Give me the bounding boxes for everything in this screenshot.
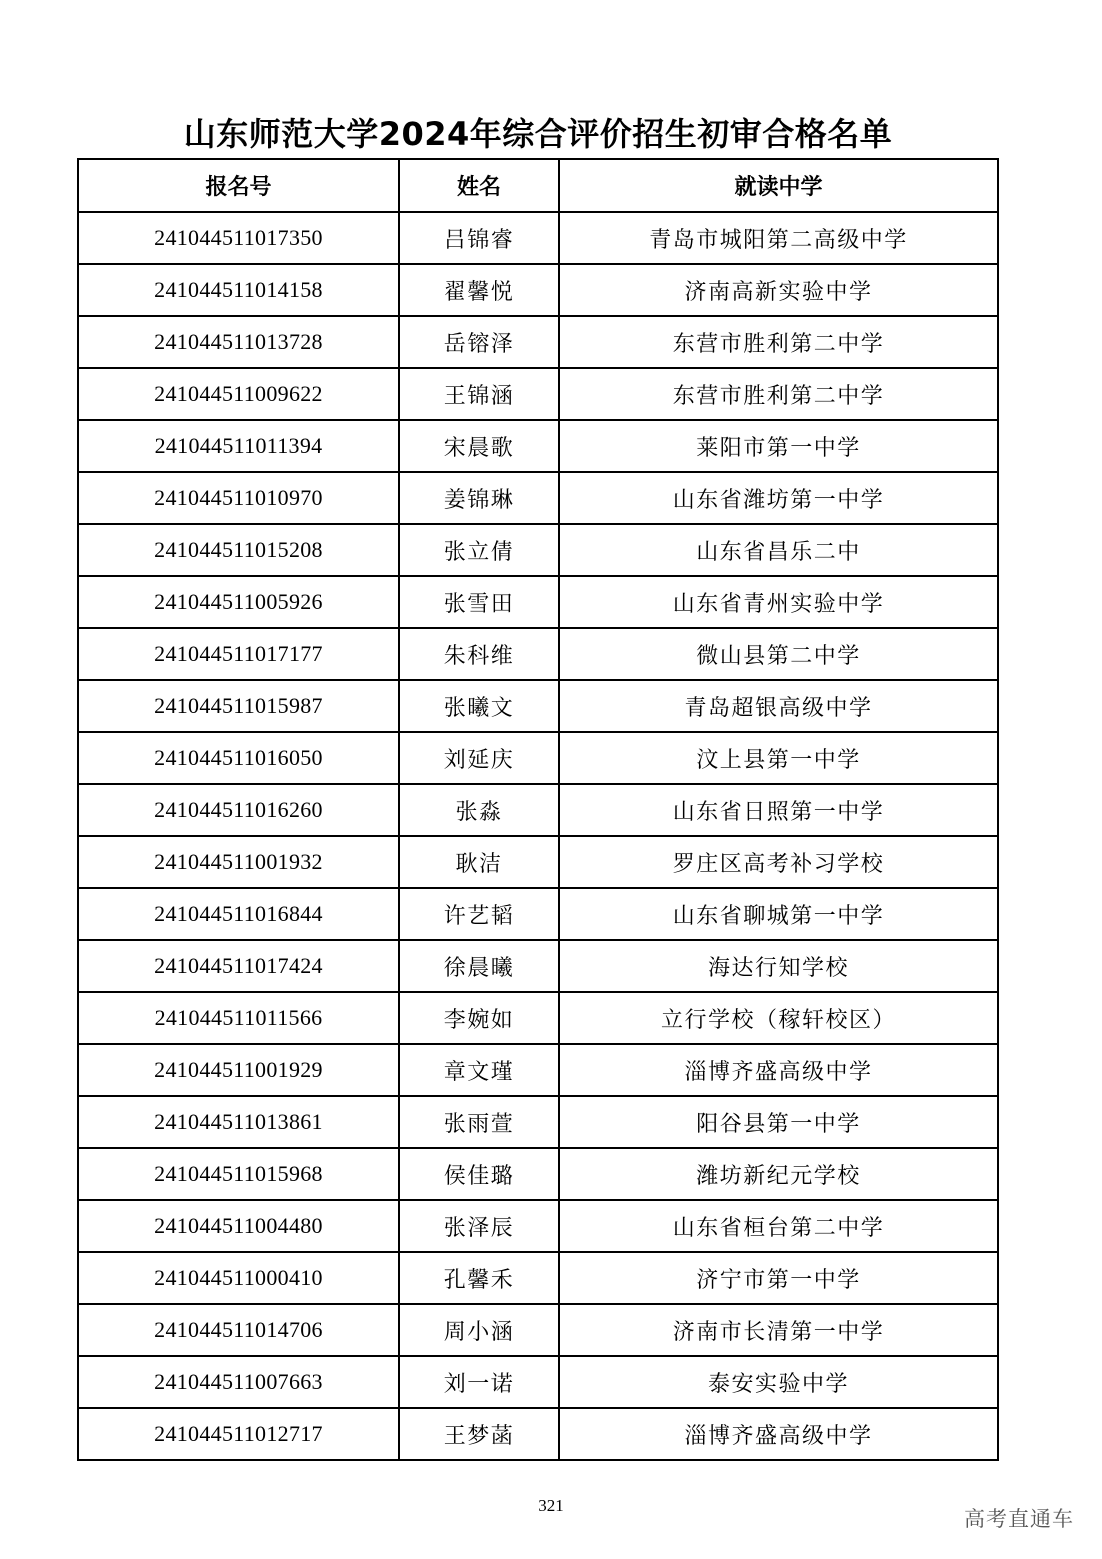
student-name-cell: 张立倩 [399,524,559,576]
school-name-cell: 山东省桓台第二中学 [559,1200,998,1252]
table-row [78,1408,998,1460]
school-name-cell: 阳谷县第一中学 [559,1096,998,1148]
registration-number-cell: 241044511016050 [78,732,399,784]
table-row [78,576,998,628]
registration-number-cell: 241044511017177 [78,628,399,680]
table-row [78,836,998,888]
student-name-cell: 徐晨曦 [399,940,559,992]
table-row [78,1200,998,1252]
school-name-cell: 莱阳市第一中学 [559,420,998,472]
school-name-cell: 淄博齐盛高级中学 [559,1408,998,1460]
header-row [78,159,998,212]
school-name-cell: 淄博齐盛高级中学 [559,1044,998,1096]
table-row [78,264,998,316]
registration-number-cell: 241044511017350 [78,212,399,264]
student-name-cell: 耿洁 [399,836,559,888]
registration-number-cell: 241044511011566 [78,992,399,1044]
table-row [78,316,998,368]
student-name-cell: 侯佳璐 [399,1148,559,1200]
school-name-cell: 山东省聊城第一中学 [559,888,998,940]
school-name-cell: 潍坊新纪元学校 [559,1148,998,1200]
student-name-cell: 吕锦睿 [399,212,559,264]
student-name-cell: 张雪田 [399,576,559,628]
table-row [78,212,998,264]
registration-number-cell: 241044511001929 [78,1044,399,1096]
school-name-cell: 济南市长清第一中学 [559,1304,998,1356]
registration-number-cell: 241044511017424 [78,940,399,992]
student-name-cell: 张雨萱 [399,1096,559,1148]
table-row [78,940,998,992]
registration-number-cell: 241044511013728 [78,316,399,368]
table-row [78,524,998,576]
registration-number-cell: 241044511015208 [78,524,399,576]
table-row [78,368,998,420]
table-row [78,1356,998,1408]
school-name-cell: 泰安实验中学 [559,1356,998,1408]
table-row [78,628,998,680]
registration-number-cell: 241044511012717 [78,1408,399,1460]
registration-number-cell: 241044511014706 [78,1304,399,1356]
student-name-cell: 张曦文 [399,680,559,732]
table-body [78,212,998,1460]
student-name-cell: 章文瑾 [399,1044,559,1096]
table-header [78,159,998,212]
school-name-cell: 山东省日照第一中学 [559,784,998,836]
school-name-cell: 青岛市城阳第二高级中学 [559,212,998,264]
registration-number-cell: 241044511014158 [78,264,399,316]
student-name-cell: 张泽辰 [399,1200,559,1252]
table-row [78,472,998,524]
table-row [78,1304,998,1356]
column-header-registration-number: 报名号 [78,159,399,212]
table-row [78,1096,998,1148]
table-row [78,420,998,472]
column-header-name: 姓名 [399,159,559,212]
school-name-cell: 海达行知学校 [559,940,998,992]
student-name-cell: 王锦涵 [399,368,559,420]
school-name-cell: 汶上县第一中学 [559,732,998,784]
table-row [78,1044,998,1096]
student-name-cell: 岳镕泽 [399,316,559,368]
student-name-cell: 姜锦琳 [399,472,559,524]
registration-number-cell: 241044511007663 [78,1356,399,1408]
registration-number-cell: 241044511011394 [78,420,399,472]
school-name-cell: 东营市胜利第二中学 [559,316,998,368]
student-name-cell: 刘一诺 [399,1356,559,1408]
table-row [78,732,998,784]
registration-number-cell: 241044511016260 [78,784,399,836]
student-name-cell: 王梦菡 [399,1408,559,1460]
school-name-cell: 济宁市第一中学 [559,1252,998,1304]
student-name-cell: 宋晨歌 [399,420,559,472]
registration-number-cell: 241044511015968 [78,1148,399,1200]
student-name-cell: 孔馨禾 [399,1252,559,1304]
school-name-cell: 立行学校（稼轩校区） [559,992,998,1044]
student-name-cell: 张淼 [399,784,559,836]
column-header-school: 就读中学 [559,159,998,212]
school-name-cell: 山东省潍坊第一中学 [559,472,998,524]
school-name-cell: 青岛超银高级中学 [559,680,998,732]
registration-number-cell: 241044511010970 [78,472,399,524]
source-watermark: 高考直通车 [964,1507,1074,1531]
registration-number-cell: 241044511000410 [78,1252,399,1304]
registration-number-cell: 241044511009622 [78,368,399,420]
table-row [78,992,998,1044]
registration-number-cell: 241044511005926 [78,576,399,628]
school-name-cell: 东营市胜利第二中学 [559,368,998,420]
registration-number-cell: 241044511015987 [78,680,399,732]
table-row [78,1148,998,1200]
student-name-cell: 许艺韬 [399,888,559,940]
student-name-cell: 周小涵 [399,1304,559,1356]
registration-number-cell: 241044511001932 [78,836,399,888]
table-row [78,784,998,836]
page-number: 321 [538,1496,564,1515]
table-row [78,680,998,732]
school-name-cell: 山东省昌乐二中 [559,524,998,576]
registration-number-cell: 241044511004480 [78,1200,399,1252]
student-name-cell: 朱科维 [399,628,559,680]
table-row [78,888,998,940]
table-row [78,1252,998,1304]
document-title: 山东师范大学2024年综合评价招生初审合格名单 [183,115,893,153]
student-name-cell: 翟馨悦 [399,264,559,316]
school-name-cell: 罗庄区高考补习学校 [559,836,998,888]
school-name-cell: 济南高新实验中学 [559,264,998,316]
admission-list-table [77,158,999,1461]
student-name-cell: 刘延庆 [399,732,559,784]
school-name-cell: 微山县第二中学 [559,628,998,680]
school-name-cell: 山东省青州实验中学 [559,576,998,628]
registration-number-cell: 241044511013861 [78,1096,399,1148]
student-name-cell: 李婉如 [399,992,559,1044]
registration-number-cell: 241044511016844 [78,888,399,940]
